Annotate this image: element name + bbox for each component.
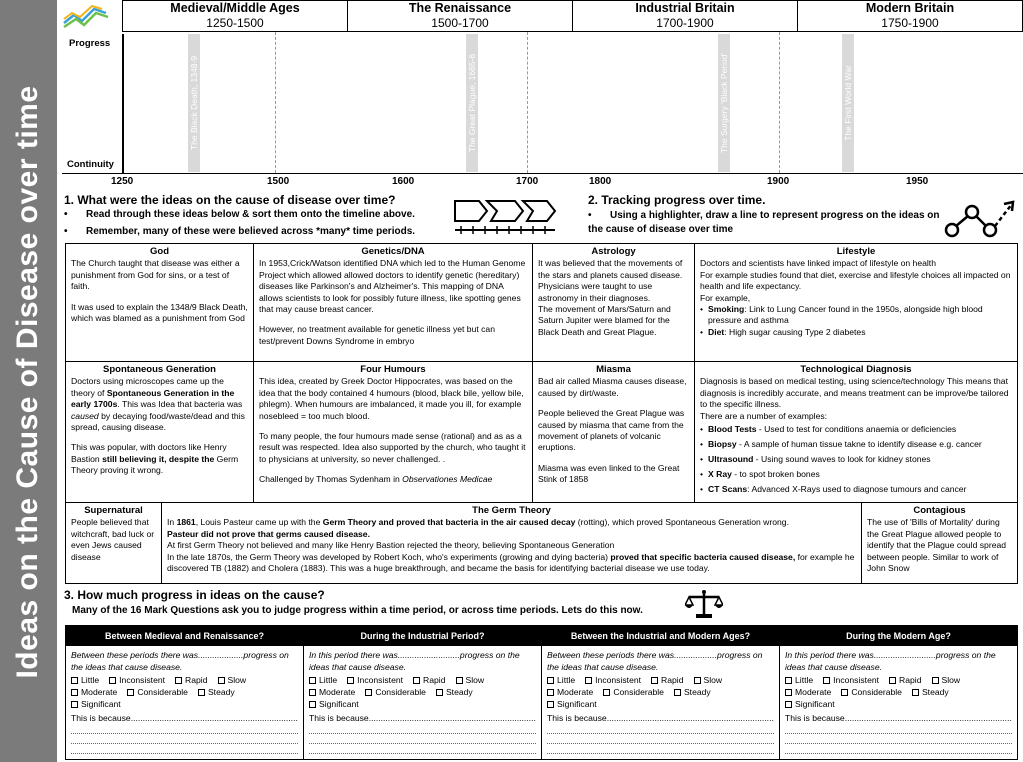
idea-card-miasma	[533, 362, 695, 502]
prompt-text: In this period there was..........................progress on the ideas that cause disease.	[309, 650, 520, 672]
period-dates: 1500-1700	[431, 16, 489, 30]
option-checkbox[interactable]: Little	[547, 674, 575, 686]
card-text: Pasteur did not prove that germs caused disease.	[167, 528, 370, 539]
option-checkbox[interactable]: Moderate	[71, 686, 117, 698]
section3-title: 3. How much progress in ideas on the cause?	[64, 588, 325, 602]
year-tick: 1250	[111, 176, 134, 187]
card-text: In the late 1870s, the Germ Theory was developed by Robert Koch, who's experiments (growing and dying bacteria) proved that specific bacteria caused disease, for example he discovered TB (1882) and Cholera (1883). This was a huge breakthrough, and became the basis for identifying bacterial disease we use today.	[167, 551, 855, 574]
idea-card-genetics	[254, 244, 533, 361]
because-line[interactable]: This is because......................................................................	[309, 713, 536, 723]
card-text: For example studies found that diet, exercise and lifestyle choices all impacted on health and life expectancy.	[700, 269, 1011, 292]
card-text: The use of 'Bills of Mortality' during the Great Plague allowed people to identify that the Plague could spread between people. Similar to work of John Snow	[867, 517, 1007, 574]
option-checkbox[interactable]: Steady	[198, 686, 235, 698]
option-checkbox[interactable]: Significant	[547, 698, 597, 710]
because-line[interactable]: This is because......................................................................	[547, 713, 774, 723]
option-checkbox[interactable]: Steady	[912, 686, 949, 698]
option-checkbox[interactable]: Slow	[456, 674, 485, 686]
card-text: To many people, the four humours made sense (rational) and as as a result was respected. Idea also supported by the church, who taught it to physicians at university, so never challenged. .	[259, 431, 526, 464]
answer-line[interactable]	[785, 724, 1012, 734]
answer-line[interactable]	[785, 744, 1012, 754]
section3-subtitle: Many of the 16 Mark Questions ask you to judge progress within a time period, or across time periods. Lets do this now.	[72, 605, 643, 616]
year-tick: 1600	[392, 176, 415, 187]
section2-bullet: • Using a highlighter, draw a line to represent progress on the ideas on the cause of disease over time	[588, 210, 940, 235]
bullet-item: • X Ray - to spot broken bones	[700, 467, 1012, 482]
period-divider	[779, 32, 780, 173]
card-text: It was believed that the movements of the stars and planets caused disease. Physicians were taught to use astronomy in their diagnoses.	[538, 258, 683, 303]
bullet-item: • Smoking: Link to Lung Cancer found in the 1950s, alongside high blood pressure and asthma	[700, 304, 1012, 327]
card-text: It was used to explain the 1348/9 Black Death, which was blamed as a punishment from God	[71, 301, 248, 324]
card-title: Technological Diagnosis	[800, 364, 912, 375]
event-band	[466, 34, 478, 172]
event-band	[842, 34, 854, 172]
card-title: Miasma	[596, 364, 631, 375]
option-checkbox[interactable]: Moderate	[547, 686, 593, 698]
event-band	[718, 34, 730, 172]
period-name: The Renaissance	[408, 1, 512, 15]
card-text: People believed the Great Plague was caused by miasma that came from the movement of planets of volcanic eruptions.	[538, 408, 685, 453]
ideas-row	[66, 362, 1017, 503]
card-title: Spontaneous Generation	[103, 364, 216, 375]
option-checkbox[interactable]: Rapid	[175, 674, 207, 686]
option-checkbox[interactable]: Considerable	[603, 686, 664, 698]
answer-line[interactable]	[547, 744, 774, 754]
prompt-text: Between these periods there was..................progress on the ideas that cause disease.	[547, 650, 763, 672]
prompt-text: In this period there was..........................progress on the ideas that cause disease.	[785, 650, 996, 672]
card-title: Astrology	[591, 246, 636, 257]
option-checkbox[interactable]: Steady	[674, 686, 711, 698]
answer-line[interactable]	[785, 734, 1012, 744]
answer-line[interactable]	[547, 724, 774, 734]
period-name: Medieval/Middle Ages	[170, 1, 300, 15]
option-checkbox[interactable]: Rapid	[889, 674, 921, 686]
period-industrial	[573, 1, 798, 31]
answer-line[interactable]	[309, 724, 536, 734]
ideas-row	[66, 244, 1017, 362]
year-tick: 1800	[589, 176, 612, 187]
card-text: At first Germ Theory not believed and many like Henry Bastion rejected the theory, believing Spontaneous Generation	[167, 540, 615, 551]
card-text: In 1861, Louis Pasteur came up with the Germ Theory and proved that bacteria in the air caused decay (rotting), which proved Spontaneous Generation wrong.	[167, 517, 789, 528]
option-checkbox[interactable]: Inconsistent	[347, 674, 403, 686]
prompt-text: Between these periods there was...................progress on the ideas that cause disease.	[71, 650, 289, 672]
answer-line[interactable]	[71, 734, 298, 744]
period-header	[122, 0, 1023, 32]
card-text: However, no treatment available for genetic illness yet but can test/prevent Downs Syndrome in embryo	[259, 324, 495, 346]
column-header: During the Industrial Period?	[304, 626, 541, 646]
card-text: Bad air called Miasma causes disease, caused by dirt/waste.	[538, 376, 687, 398]
card-title: Genetics/DNA	[361, 246, 425, 257]
option-checkbox[interactable]: Steady	[436, 686, 473, 698]
option-checkbox[interactable]: Slow	[932, 674, 961, 686]
answer-line[interactable]	[71, 744, 298, 754]
idea-card-god	[66, 244, 254, 361]
card-text: Diagnosis is based on medical testing, using science/technology This means that diagnosis is incredibly accurate, and means treatment can be improve/be tailored to the specific illness.	[700, 376, 1009, 410]
period-renaissance	[348, 1, 573, 31]
period-divider	[527, 32, 528, 173]
answer-line[interactable]	[309, 744, 536, 754]
period-dates: 1700-1900	[656, 16, 714, 30]
card-text: This idea, created by Greek Doctor Hippocrates, was based on the idea that the body contained 4 humours (blood, black bile, yellow bile, phlegm). When humours are imbalanced, it made you ill, for example nosebleed = too much blood.	[259, 376, 524, 421]
card-title: Four Humours	[360, 364, 426, 375]
card-text: Challenged by Thomas Sydenham in Observationes Medicae	[259, 474, 493, 485]
option-checkbox[interactable]: Little	[71, 674, 99, 686]
option-checkbox[interactable]: Little	[785, 674, 813, 686]
continuity-label: Continuity	[67, 159, 114, 170]
option-checkbox[interactable]: Moderate	[785, 686, 831, 698]
option-checkbox[interactable]: Slow	[218, 674, 247, 686]
section1-bullet: • Remember, many of these were believed across *many* time periods.	[64, 226, 416, 237]
event-band	[188, 34, 200, 172]
option-checkbox[interactable]: Considerable	[127, 686, 188, 698]
period-name: Industrial Britain	[635, 1, 735, 15]
event-label: The Black Death, 1348-9	[189, 55, 199, 151]
option-checkbox[interactable]: Moderate	[309, 686, 355, 698]
ideas-grid	[65, 243, 1018, 584]
event-label: The Surgery 'Black Period'	[719, 52, 729, 154]
idea-card-lifestyle	[695, 244, 1017, 361]
table-column	[66, 626, 304, 759]
option-checkbox[interactable]: Little	[309, 674, 337, 686]
period-dates: 1750-1900	[881, 16, 939, 30]
year-tick: 1900	[767, 176, 790, 187]
year-tick: 1950	[906, 176, 929, 187]
event-label: The Great Plague, 1665-6	[467, 53, 477, 153]
progress-line-icon	[944, 198, 1018, 238]
bullet-text: Remember, many of these were believed across *many* time periods.	[86, 226, 416, 237]
card-title: Contagious	[913, 505, 966, 516]
idea-card-germ	[162, 503, 862, 583]
scales-icon	[685, 589, 723, 619]
answer-line[interactable]	[547, 734, 774, 744]
option-checkbox[interactable]: Rapid	[413, 674, 445, 686]
option-checkbox[interactable]: Inconsistent	[823, 674, 879, 686]
card-text: In 1953,Crick/Watson identified DNA which led to the Human Genome Project which allowed allowed doctors to identify genetic (hereditary) diseases like Parkinson's and Alzheimer's. This mapping of DNA allows scientists to look for possibly future illness, like spotting genes that may cause breast cancer.	[259, 258, 526, 315]
because-line[interactable]: This is because......................................................................	[71, 713, 298, 723]
column-header: Between Medieval and Renaissance?	[66, 626, 303, 646]
year-tick: 1700	[516, 176, 539, 187]
option-checkbox[interactable]: Slow	[694, 674, 723, 686]
card-text: The Church taught that disease was either a punishment from God for sins, or a test of faith.	[71, 258, 240, 292]
idea-card-spontaneous	[66, 362, 254, 502]
bullet-text: Using a highlighter, draw a line to represent progress on the ideas on the cause of disease over time	[588, 210, 940, 235]
option-checkbox[interactable]: Significant	[309, 698, 359, 710]
x-axis	[62, 173, 1023, 174]
option-checkbox[interactable]: Rapid	[651, 674, 683, 686]
option-checkbox[interactable]: Inconsistent	[109, 674, 165, 686]
card-title: God	[150, 246, 169, 257]
progress-label: Progress	[69, 38, 111, 49]
idea-card-humours	[254, 362, 533, 502]
table-column	[780, 626, 1017, 759]
period-dates: 1250-1500	[206, 16, 264, 30]
trend-logo-icon	[62, 3, 110, 29]
section1-bullet: • Read through these ideas below & sort them onto the timeline above.	[64, 209, 415, 220]
y-axis	[122, 34, 124, 174]
bullet-item: • Blood Tests - Used to test for conditions anaemia or deficiencies	[700, 422, 1012, 437]
side-title: Ideas on the Cause of Disease over time	[11, 85, 44, 679]
option-checkbox[interactable]: Significant	[785, 698, 835, 710]
card-title: Supernatural	[84, 505, 143, 516]
period-modern	[798, 1, 1022, 31]
section1-title: 1. What were the ideas on the cause of disease over time?	[64, 193, 396, 207]
card-text: People believed that witchcraft, bad luck or even Jews caused disease	[71, 517, 155, 562]
option-checkbox[interactable]: Considerable	[365, 686, 426, 698]
card-text: Doctors and scientists have linked impact of lifestyle on health	[700, 258, 936, 269]
idea-card-tech	[695, 362, 1017, 502]
card-text: There are a number of examples:	[700, 410, 828, 421]
period-medieval	[123, 1, 348, 31]
bullet-item: • Diet: High sugar causing Type 2 diabetes	[700, 327, 1012, 338]
because-line[interactable]: This is because......................................................................	[785, 713, 1012, 723]
side-banner	[0, 0, 57, 762]
card-text: Miasma was even linked to the Great Stink of 1858	[538, 462, 680, 485]
card-text: Doctors using microscopes came up the theory of Spontaneous Generation in the early 1700s. This was Idea that bacteria was caused by decaying food/waste/dead and this spread, causing disease.	[71, 376, 245, 433]
section2-title: 2. Tracking progress over time.	[588, 193, 766, 207]
bullet-item: • CT Scans: Advanced X-Rays used to diagnose tumours and cancer	[700, 482, 1012, 497]
idea-card-astrology	[533, 244, 695, 361]
card-title: The Germ Theory	[472, 505, 551, 516]
option-checkbox[interactable]: Inconsistent	[585, 674, 641, 686]
option-checkbox[interactable]: Significant	[71, 698, 121, 710]
idea-card-contagious	[862, 503, 1017, 583]
table-column	[304, 626, 542, 759]
card-text: The movement of Mars/Saturn and Saturn Jupiter were blamed for the Black Death and Great Plague.	[538, 304, 671, 337]
card-text: This was popular, with doctors like Henry Bastion still believing it, despite the Germ Theory proving it wrong.	[71, 442, 239, 476]
period-name: Modern Britain	[865, 1, 955, 15]
card-text: For example,	[700, 292, 751, 303]
event-label: The First World War	[843, 65, 853, 141]
progress-table	[65, 625, 1018, 760]
period-divider	[275, 32, 276, 173]
card-title: Lifestyle	[836, 246, 876, 257]
column-header: Between the Industrial and Modern Ages?	[542, 626, 779, 646]
option-checkbox[interactable]: Considerable	[841, 686, 902, 698]
table-column	[542, 626, 780, 759]
column-header: During the Modern Age?	[780, 626, 1017, 646]
answer-line[interactable]	[71, 724, 298, 734]
sorting-arrows-icon	[453, 197, 557, 237]
answer-line[interactable]	[309, 734, 536, 744]
ideas-row	[66, 503, 1017, 583]
bullet-item: • Biopsy - A sample of human tissue takne to identify disease e.g. cancer	[700, 437, 1012, 452]
year-tick: 1500	[267, 176, 290, 187]
bullet-item: • Ultrasound - Using sound waves to look for kidney stones	[700, 452, 1012, 467]
idea-card-supernatural	[66, 503, 162, 583]
bullet-text: Read through these ideas below & sort them onto the timeline above.	[86, 209, 415, 220]
